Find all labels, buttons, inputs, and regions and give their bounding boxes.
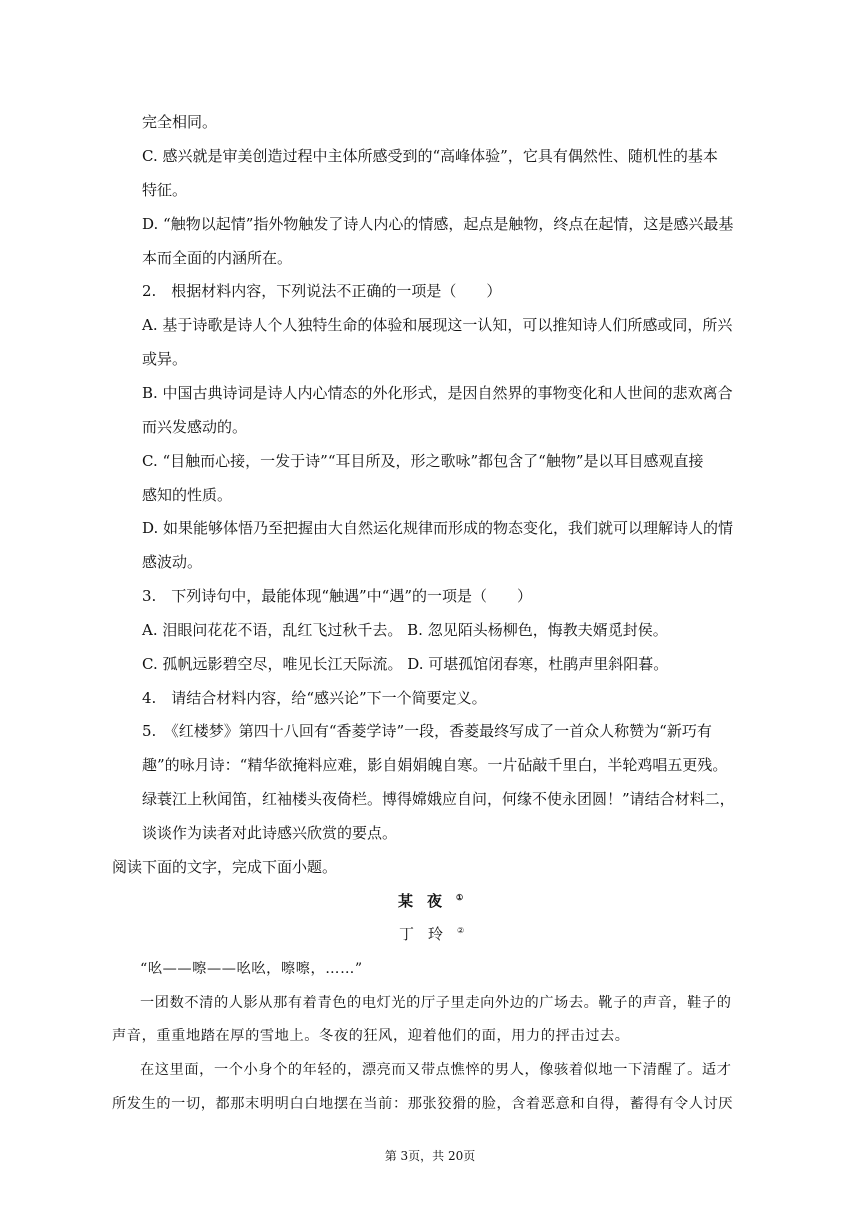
q5-line1: 5. 《红楼梦》第四十八回有“香菱学诗”一段，香菱最终写成了一首众人称赞为“新巧有 — [142, 722, 712, 740]
q2-option-d-line2: 感波动。 — [142, 553, 203, 571]
q1-option-b-tail: 完全相同。 — [142, 113, 218, 131]
q2-option-b-line2: 而兴发感动的。 — [142, 418, 248, 436]
q1-option-d-line1: D. “触物以起情”指外物触发了诗人内心的情感，起点是触物，终点在起情，这是感兴最基 — [142, 215, 734, 233]
story-paragraph-2-line1: 一团数不清的人影从那有着青色的电灯光的厅子里走向外边的广场去。靴子的声音，鞋子的 — [140, 995, 732, 1011]
reading-intro: 阅读下面的文字，完成下面小题。 — [112, 858, 338, 876]
title-footnote-marker: ① — [456, 892, 464, 902]
story-author-text: 丁玲 — [399, 925, 458, 943]
q5-line3: 绿蓑江上秋闻笛，红袖楼头夜倚栏。博得嫦娥应自问，何缘不使永团圆！”请结合材料二， — [142, 790, 735, 808]
q2-option-b-line1: B. 中国古典诗词是诗人内心情态的外化形式，是因自然界的事物变化和人世间的悲欢离合 — [142, 384, 733, 402]
story-title — [398, 890, 463, 911]
story-author — [399, 923, 464, 944]
q5-line4: 谈谈作为读者对此诗感兴欣赏的要点。 — [142, 824, 398, 842]
story-title-text: 某夜 — [398, 892, 457, 910]
q3-stem: 3. 下列诗句中，最能体现“触遇”中“遇”的一项是（ ） — [142, 587, 532, 605]
q2-stem: 2. 根据材料内容，下列说法不正确的一项是（ ） — [142, 282, 502, 300]
q2-option-d-line1: D. 如果能够体悟乃至把握由大自然运化规律而形成的物态变化，我们就可以理解诗人的情 — [142, 519, 734, 537]
q3-options-ab: A. 泪眼问花花不语，乱红飞过秋千去。 B. 忽见陌头杨柳色，悔教夫婿觅封侯。 — [142, 621, 668, 639]
story-paragraph-2-line2: 声音，重重地踏在厚的雪地上。冬夜的狂风，迎着他们的面，用力的抨击过去。 — [112, 1028, 630, 1044]
q1-option-d-line2: 本而全面的内涵所在。 — [142, 249, 293, 267]
q2-option-a-line2: 或异。 — [142, 350, 188, 368]
q1-option-c-line2: 特征。 — [142, 181, 188, 199]
q1-option-c-line1: C. 感兴就是审美创造过程中主体所感受到的“高峰体验”，它具有偶然性、随机性的基本 — [142, 147, 718, 165]
page-footer: 第 3页，共 20页 — [384, 1149, 476, 1163]
author-footnote-marker: ② — [457, 926, 465, 935]
story-paragraph-3-line1: 在这里面，一个小身个的年轻的，漂亮而又带点憔悴的男人，像骇着似地一下清醒了。适才 — [140, 1062, 732, 1078]
q2-option-c-line1: C. “目触而心接，一发于诗”“耳目所及，形之歌咏”都包含了“触物”是以耳目感观直接 — [142, 452, 704, 470]
story-paragraph-3-line2: 所发生的一切，都那末明明白白地摆在当前：那张狡猾的脸，含着恶意和自得，蓄得有令人讨厌 — [112, 1096, 734, 1112]
q5-line2: 趣”的咏月诗：“精华欲掩料应难，影自娟娟魄自寒。一片砧敲千里白，半轮鸡唱五更残。 — [142, 756, 728, 774]
q2-option-c-line2: 感知的性质。 — [142, 486, 233, 504]
q4-stem: 4. 请结合材料内容，给“感兴论”下一个简要定义。 — [142, 689, 487, 707]
q3-options-cd: C. 孤帆远影碧空尽，唯见长江天际流。 D. 可堪孤馆闭春寒，杜鹃声里斜阳暮。 — [142, 655, 669, 673]
q2-option-a-line1: A. 基于诗歌是诗人个人独特生命的体验和展现这一认知，可以推知诗人们所感或同，所兴 — [142, 316, 733, 334]
story-paragraph-1: “吆——嚓——吆吆，嚓嚓，……” — [140, 961, 363, 977]
